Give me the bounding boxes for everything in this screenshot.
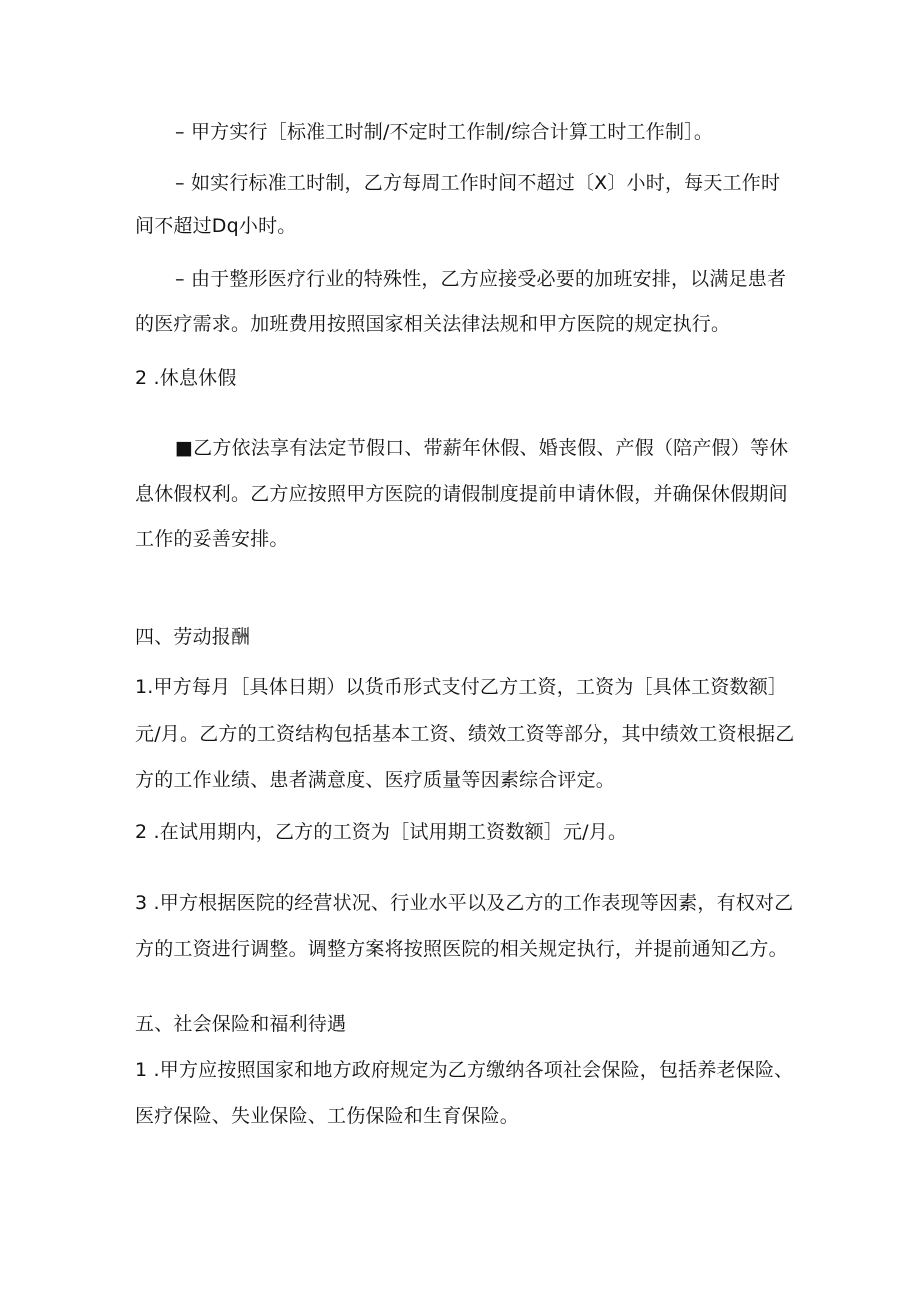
standard-hours-item-cont: 间不超过Dq小时。 [135, 215, 297, 237]
overtime-item: – 由于整形医疗行业的特殊性，乙方应接受必要的加班安排，以满足患者 [175, 268, 787, 290]
section-heading-insurance: 五、社会保险和福利待遇 [135, 1013, 347, 1035]
leave-paragraph-cont: 息休假权利。乙方应按照甲方医院的请假制度提前申请休假，并确保休假期间 [135, 483, 788, 505]
overtime-item-cont: 的医疗需求。加班费用按照国家相关法律法规和甲方医院的规定执行。 [135, 313, 731, 335]
working-hours-system-item: – 甲方实行［标准工时制/不定时工作制/综合计算工时工作制］。 [175, 121, 714, 143]
rest-leave-heading: 2 .休息休假 [135, 367, 237, 389]
section-heading-remuneration: 四、劳动报酬 [135, 626, 251, 648]
salary-clause-1-end: 方的工作业绩、患者满意度、医疗质量等因素综合评定。 [135, 769, 616, 791]
salary-clause-2: 2 .在试用期内，乙方的工资为［试用期工资数额］元/月。 [135, 821, 628, 843]
leave-paragraph: ■乙方依法享有法定节假口、带薪年休假、婚丧假、产假（陪产假）等休 [175, 437, 789, 459]
salary-clause-1-cont: 元/月。乙方的工资结构包括基本工资、绩效工资等部分，其中绩效工资根据乙 [135, 723, 795, 745]
salary-clause-3: 3 .甲方根据医院的经营状况、行业水平以及乙方的工作表现等因素，有权对乙 [135, 892, 794, 914]
standard-hours-item: – 如实行标准工时制，乙方每周工作时间不超过〔X〕小时，每天工作时 [175, 172, 781, 194]
leave-paragraph-end: 工作的妥善安排。 [135, 528, 289, 550]
insurance-clause-1: 1 .甲方应按照国家和地方政府规定为乙方缴纳各项社会保险，包括养老保险、 [135, 1059, 794, 1081]
insurance-clause-1-cont: 医疗保险、失业保险、工伤保险和生育保险。 [135, 1105, 520, 1127]
salary-clause-1: 1.甲方每月［具体日期）以货币形式支付乙方工资，工资为［具体工资数额］ [135, 676, 788, 698]
salary-clause-3-cont: 方的工资进行调整。调整方案将按照医院的相关规定执行，并提前通知乙方。 [135, 938, 788, 960]
